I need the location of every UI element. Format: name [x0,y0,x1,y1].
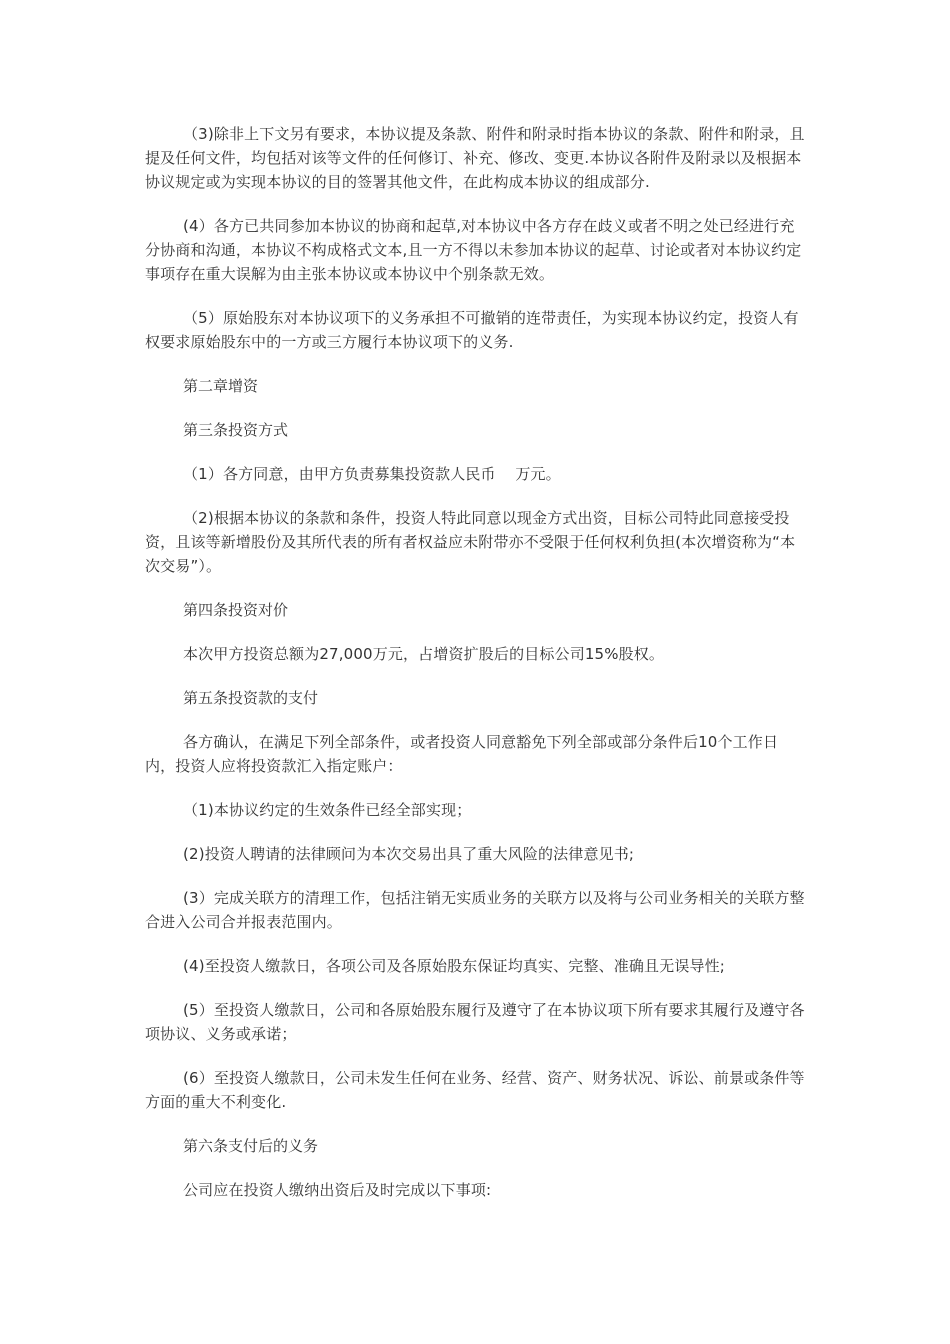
article-3-heading: 第三条投资方式 [183,421,289,439]
article-5-item-1: （1)本协议约定的生效条件已经全部实现； [183,801,472,819]
article-5-item-4: (4)至投资人缴款日，各项公司及各原始股东保证均真实、完整、准确且无误导性; [183,957,726,975]
article-4-body: 本次甲方投资总额为27,000万元，占增资扩股后的目标公司15%股权。 [183,645,665,663]
article-4-heading: 第四条投资对价 [183,601,289,619]
article-5-item-5: (5）至投资人缴款日，公司和各原始股东履行及遵守了在本协议项下所有要求其履行及遵守各项协议、义务或承诺； [145,1001,805,1043]
article-6-heading: 第六条支付后的义务 [183,1137,319,1155]
article-5-item-6: (6）至投资人缴款日，公司未发生任何在业务、经营、资产、财务状况、诉讼、前景或条件等方面的重大不利变化. [145,1069,805,1111]
article-3-item-2: （2)根据本协议的条款和条件，投资人特此同意以现金方式出资，目标公司特此同意接受投资，且该等新增股份及其所代表的所有者权益应未附带亦不受限于任何权利负担(本次增资称为“本次交易”）。 [145,509,796,575]
article-5-item-3: (3）完成关联方的清理工作，包括注销无实质业务的关联方以及将与公司业务相关的关联方整合进入公司合并报表范围内。 [145,889,805,931]
clause-3-paragraph: （3)除非上下文另有要求，本协议提及条款、附件和附录时指本协议的条款、附件和附录，且提及任何文件，均包括对该等文件的任何修订、补充、修改、变更.本协议各附件及附录以及根据本协议规定或为实现本协议的目的签署其他文件，在此构成本协议的组成部分. [145,125,805,191]
chapter-2-heading: 第二章增资 [183,377,259,395]
article-5-item-2: (2)投资人聘请的法律顾问为本次交易出具了重大风险的法律意见书; [183,845,635,863]
clause-4-paragraph: (4）各方已共同参加本协议的协商和起草,对本协议中各方存在歧义或者不明之处已经进行充分协商和沟通，本协议不构成格式文本,且一方不得以未参加本协议的起草、讨论或者对本协议约定事项存在重大误解为由主张本协议或本协议中个别条款无效。 [145,217,802,283]
article-6-body: 公司应在投资人缴纳出资后及时完成以下事项: [183,1181,492,1199]
clause-5-paragraph: （5）原始股东对本协议项下的义务承担不可撤销的连带责任，为实现本协议约定，投资人有权要求原始股东中的一方或三方履行本协议项下的义务. [145,309,799,351]
article-3-item-1: （1）各方同意，由甲方负责募集投资款人民币 万元。 [183,465,561,483]
article-5-heading: 第五条投资款的支付 [183,689,319,707]
article-5-body: 各方确认，在满足下列全部条件，或者投资人同意豁免下列全部或部分条件后10个工作日内，投资人应将投资款汇入指定账户： [145,733,779,775]
document-page [145,122,805,1222]
